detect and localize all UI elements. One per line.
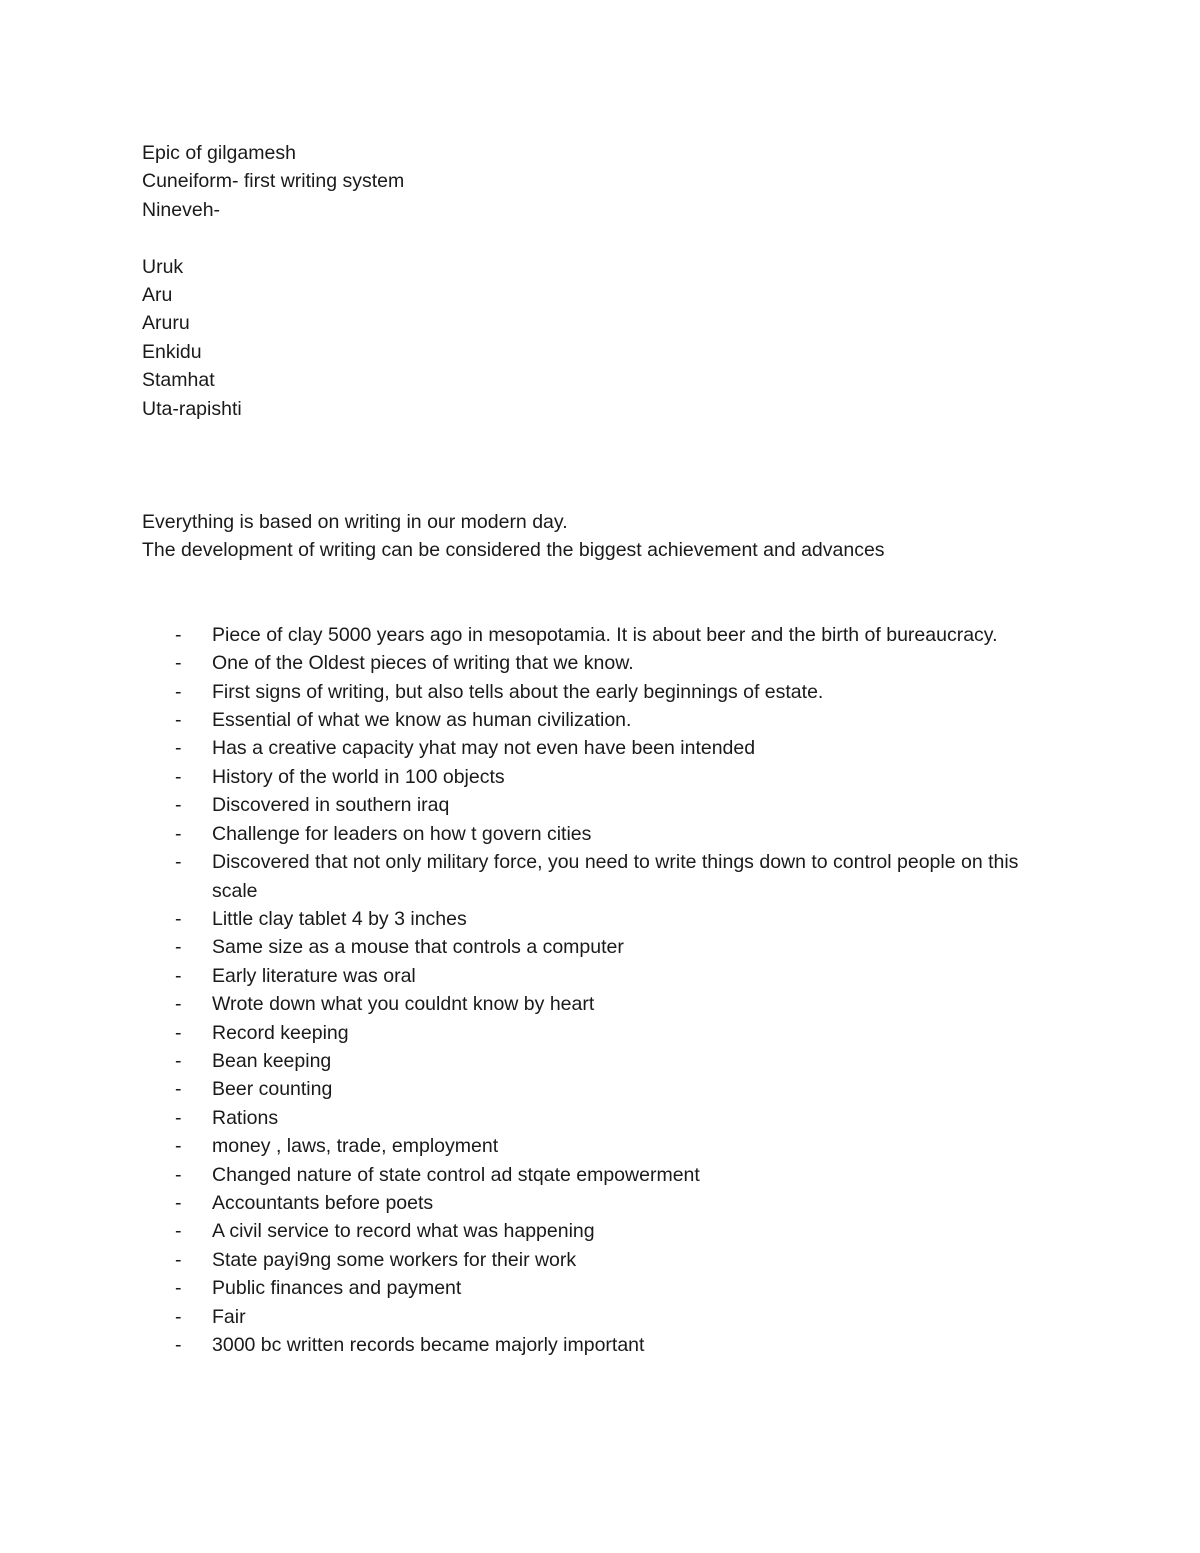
name-line: Enkidu bbox=[142, 340, 202, 363]
list-item bbox=[142, 791, 1062, 819]
bullet-dash: - bbox=[175, 1078, 182, 1101]
spacer bbox=[142, 423, 1062, 508]
bullet-dash: - bbox=[175, 1049, 182, 1072]
list-item bbox=[142, 1161, 1062, 1189]
paragraph-block bbox=[142, 508, 1062, 565]
bullet-dash: - bbox=[175, 765, 182, 788]
list-item bbox=[142, 1331, 1062, 1359]
bullet-dash: - bbox=[175, 907, 182, 930]
list-item-text: 3000 bc written records became majorly important bbox=[212, 1334, 645, 1357]
list-item-text: Challenge for leaders on how t govern cities bbox=[212, 822, 592, 845]
list-item bbox=[142, 649, 1062, 677]
bullet-dash: - bbox=[175, 1106, 182, 1129]
list-item bbox=[142, 1019, 1062, 1047]
list-item bbox=[142, 1047, 1062, 1075]
list-item bbox=[142, 706, 1062, 734]
list-item-text: Discovered that not only military force, you need to write things down to control people on this scale bbox=[212, 851, 1019, 902]
list-item-text: Piece of clay 5000 years ago in mesopotamia. It is about beer and the birth of bureaucracy. bbox=[212, 623, 998, 646]
spacer bbox=[142, 565, 1062, 621]
list-item bbox=[142, 1246, 1062, 1274]
list-item bbox=[142, 933, 1062, 961]
list-item bbox=[142, 734, 1062, 762]
header-line: Cuneiform- first writing system bbox=[142, 170, 405, 193]
list-item bbox=[142, 1189, 1062, 1217]
bullet-dash: - bbox=[175, 652, 182, 675]
bullet-dash: - bbox=[175, 964, 182, 987]
list-item-text: Rations bbox=[212, 1106, 279, 1129]
list-item bbox=[142, 1132, 1062, 1160]
list-item-text: Beer counting bbox=[212, 1078, 333, 1101]
bullet-dash: - bbox=[175, 1305, 182, 1328]
name-line: Uta-rapishti bbox=[142, 397, 242, 420]
bullet-dash: - bbox=[175, 822, 182, 845]
bullet-dash: - bbox=[175, 1220, 182, 1243]
bullet-dash: - bbox=[175, 709, 182, 732]
list-item-text: Same size as a mouse that controls a computer bbox=[212, 936, 624, 959]
header-line: Nineveh- bbox=[142, 198, 221, 221]
bullet-dash: - bbox=[175, 936, 182, 959]
bullet-dash: - bbox=[175, 1277, 182, 1300]
list-item bbox=[142, 1075, 1062, 1103]
notes-list bbox=[142, 621, 1062, 1360]
list-item bbox=[142, 1217, 1062, 1245]
bullet-dash: - bbox=[175, 737, 182, 760]
list-item bbox=[142, 678, 1062, 706]
names-block bbox=[142, 253, 1062, 423]
list-item bbox=[142, 990, 1062, 1018]
list-item bbox=[142, 1303, 1062, 1331]
bullet-dash: - bbox=[175, 1021, 182, 1044]
list-item-text: Early literature was oral bbox=[212, 964, 416, 987]
header-block bbox=[142, 139, 1062, 224]
list-item bbox=[142, 820, 1062, 848]
bullet-dash: - bbox=[175, 1191, 182, 1214]
list-item-text: A civil service to record what was happening bbox=[212, 1220, 595, 1243]
document-page bbox=[142, 139, 1062, 1359]
bullet-dash: - bbox=[175, 1163, 182, 1186]
paragraph-line: Everything is based on writing in our modern day. bbox=[142, 511, 568, 534]
list-item-text: Accountants before poets bbox=[212, 1191, 434, 1214]
list-item-text: Public finances and payment bbox=[212, 1277, 462, 1300]
list-item-text: First signs of writing, but also tells about the early beginnings of estate. bbox=[212, 680, 824, 703]
bullet-dash: - bbox=[175, 851, 182, 874]
list-item-text: Discovered in southern iraq bbox=[212, 794, 450, 817]
list-item-text: One of the Oldest pieces of writing that we know. bbox=[212, 652, 634, 675]
list-item-text: Essential of what we know as human civilization. bbox=[212, 709, 632, 732]
list-item bbox=[142, 621, 1062, 649]
spacer bbox=[142, 224, 1062, 252]
list-item bbox=[142, 848, 1062, 905]
list-item-text: Little clay tablet 4 by 3 inches bbox=[212, 907, 467, 930]
list-item-text: Changed nature of state control ad stqate empowerment bbox=[212, 1163, 700, 1186]
list-item-text: Fair bbox=[212, 1305, 246, 1328]
bullet-dash: - bbox=[175, 623, 182, 646]
bullet-dash: - bbox=[175, 1135, 182, 1158]
list-item bbox=[142, 1104, 1062, 1132]
list-item-text: Wrote down what you couldnt know by heart bbox=[212, 993, 595, 1016]
list-item-text: History of the world in 100 objects bbox=[212, 765, 505, 788]
list-item-text: money , laws, trade, employment bbox=[212, 1135, 499, 1158]
list-item-text: Record keeping bbox=[212, 1021, 349, 1044]
document-title: Epic of gilgamesh bbox=[142, 142, 296, 164]
name-line: Aruru bbox=[142, 312, 190, 335]
name-line: Uruk bbox=[142, 255, 184, 278]
list-item-text: State payi9ng some workers for their work bbox=[212, 1248, 577, 1271]
list-item-text: Bean keeping bbox=[212, 1049, 332, 1072]
bullet-dash: - bbox=[175, 993, 182, 1016]
name-line: Stamhat bbox=[142, 369, 215, 392]
list-item bbox=[142, 905, 1062, 933]
bullet-dash: - bbox=[175, 680, 182, 703]
list-item bbox=[142, 1274, 1062, 1302]
paragraph-line: The development of writing can be considered the biggest achievement and advances bbox=[142, 539, 885, 562]
list-item bbox=[142, 962, 1062, 990]
list-item-text: Has a creative capacity yhat may not even have been intended bbox=[212, 737, 756, 760]
bullet-dash: - bbox=[175, 794, 182, 817]
bullet-dash: - bbox=[175, 1248, 182, 1271]
bullet-dash: - bbox=[175, 1334, 182, 1357]
list-item bbox=[142, 763, 1062, 791]
name-line: Aru bbox=[142, 284, 173, 307]
